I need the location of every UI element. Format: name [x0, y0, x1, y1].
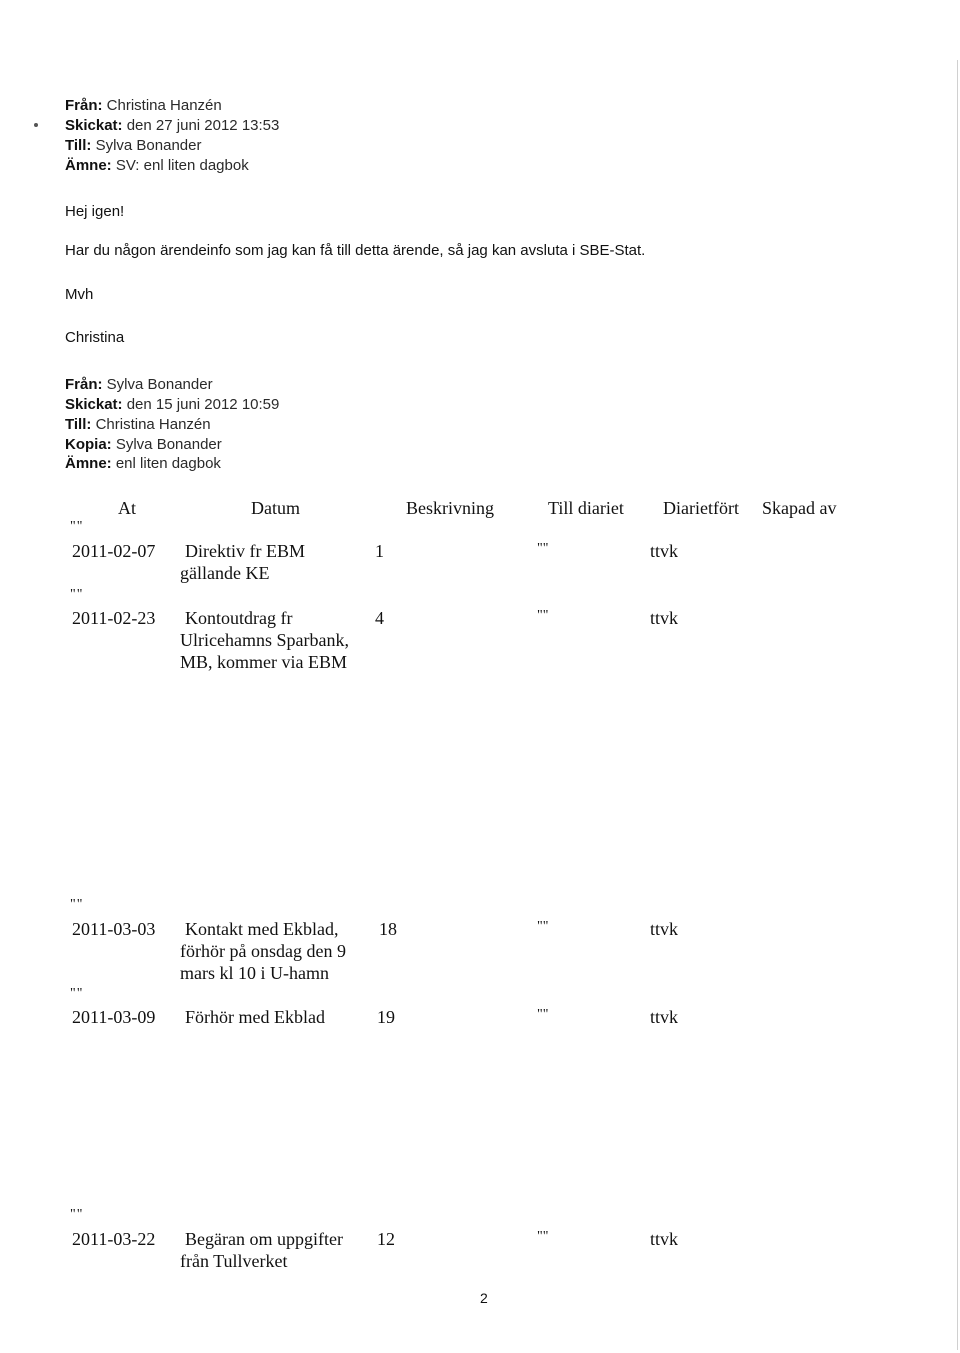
subject-value: enl liten dagbok — [115, 455, 221, 472]
sent-label: Skickat: — [65, 396, 123, 413]
subject-label: Ämne: — [65, 455, 112, 472]
table-row-desc-line: förhör på onsdag den 9 — [180, 941, 346, 961]
sent-value: den 15 juni 2012 10:59 — [126, 396, 280, 413]
from-label: Från: — [65, 97, 103, 114]
email-2-cc — [65, 436, 222, 453]
table-row-desc-line: Direktiv fr EBM — [185, 541, 305, 561]
table-row-created-by: ttvk — [650, 541, 679, 561]
to-value: Sylva Bonander — [95, 137, 202, 154]
table-row-mark: "" — [537, 1007, 549, 1022]
table-row-mark: "" — [537, 608, 549, 623]
table-row-date: 2011-02-23 — [72, 608, 156, 628]
table-row-desc-line: Kontoutdrag fr — [185, 608, 293, 628]
subject-value: SV: enl liten dagbok — [115, 157, 249, 174]
table-row-desc-line: Begäran om uppgifter — [185, 1229, 343, 1249]
table-row-desc-line: mars kl 10 i U-hamn — [180, 963, 329, 983]
column-header-diarietfort: Diarietfört — [663, 498, 739, 518]
table-row-mark: "" — [537, 919, 549, 934]
table-row-number: 19 — [377, 1007, 395, 1027]
table-row-mark: "" — [537, 541, 549, 556]
subject-label: Ämne: — [65, 157, 112, 174]
column-header-skapad-av: Skapad av — [762, 498, 837, 518]
table-row-number: 18 — [379, 919, 397, 939]
table-row-desc-line: från Tullverket — [180, 1251, 288, 1271]
cc-value: Sylva Bonander — [115, 436, 222, 453]
column-header-at: At — [118, 498, 136, 518]
email-2-to — [65, 416, 211, 433]
column-header-till-diariet: Till diariet — [548, 498, 624, 518]
sent-value: den 27 juni 2012 13:53 — [126, 117, 280, 134]
row-marker: "" — [70, 587, 84, 602]
from-value: Sylva Bonander — [106, 376, 213, 393]
email-2-from — [65, 376, 213, 393]
table-row-date: 2011-03-22 — [72, 1229, 156, 1249]
scan-artifact — [34, 123, 38, 127]
table-row-number: 4 — [375, 608, 384, 628]
to-value: Christina Hanzén — [95, 416, 211, 433]
sent-label: Skickat: — [65, 117, 123, 134]
email-1-greeting: Hej igen! — [65, 203, 125, 220]
email-1-sent — [65, 117, 279, 134]
table-row-created-by: ttvk — [650, 608, 679, 628]
email-1-subject — [65, 157, 249, 174]
email-1-body: Har du någon ärendeinfo som jag kan få till detta ärende, så jag kan avsluta i SBE-Stat. — [65, 242, 646, 259]
table-row-date: 2011-02-07 — [72, 541, 156, 561]
table-row-desc-line: Kontakt med Ekblad, — [185, 919, 339, 939]
cc-label: Kopia: — [65, 436, 112, 453]
row-marker: "" — [70, 519, 84, 534]
table-row-number: 1 — [375, 541, 384, 561]
row-marker: "" — [70, 897, 84, 912]
row-marker: "" — [70, 986, 84, 1001]
email-1-signature: Christina — [65, 329, 125, 346]
email-1-to — [65, 137, 201, 154]
column-header-datum: Datum — [251, 498, 300, 518]
table-row-date: 2011-03-03 — [72, 919, 156, 939]
table-row-desc-line: Förhör med Ekblad — [185, 1007, 325, 1027]
from-value: Christina Hanzén — [106, 97, 222, 114]
table-row-number: 12 — [377, 1229, 395, 1249]
table-row-created-by: ttvk — [650, 1007, 679, 1027]
column-header-beskrivning: Beskrivning — [406, 498, 494, 518]
to-label: Till: — [65, 137, 92, 154]
table-row-desc-line: Ulricehamns Sparbank, — [180, 630, 349, 650]
table-row-date: 2011-03-09 — [72, 1007, 156, 1027]
email-2-sent — [65, 396, 279, 413]
table-row-desc-line: gällande KE — [180, 563, 270, 583]
to-label: Till: — [65, 416, 92, 433]
from-label: Från: — [65, 376, 103, 393]
table-row-desc-line: MB, kommer via EBM — [180, 652, 347, 672]
email-1-from — [65, 97, 222, 114]
row-marker: "" — [70, 1207, 84, 1222]
page-number: 2 — [480, 1290, 488, 1306]
scan-edge-line — [957, 60, 958, 1350]
email-2-subject — [65, 455, 221, 472]
table-row-created-by: ttvk — [650, 919, 679, 939]
table-row-mark: "" — [537, 1229, 549, 1244]
email-1-closing: Mvh — [65, 286, 94, 303]
table-row-created-by: ttvk — [650, 1229, 679, 1249]
